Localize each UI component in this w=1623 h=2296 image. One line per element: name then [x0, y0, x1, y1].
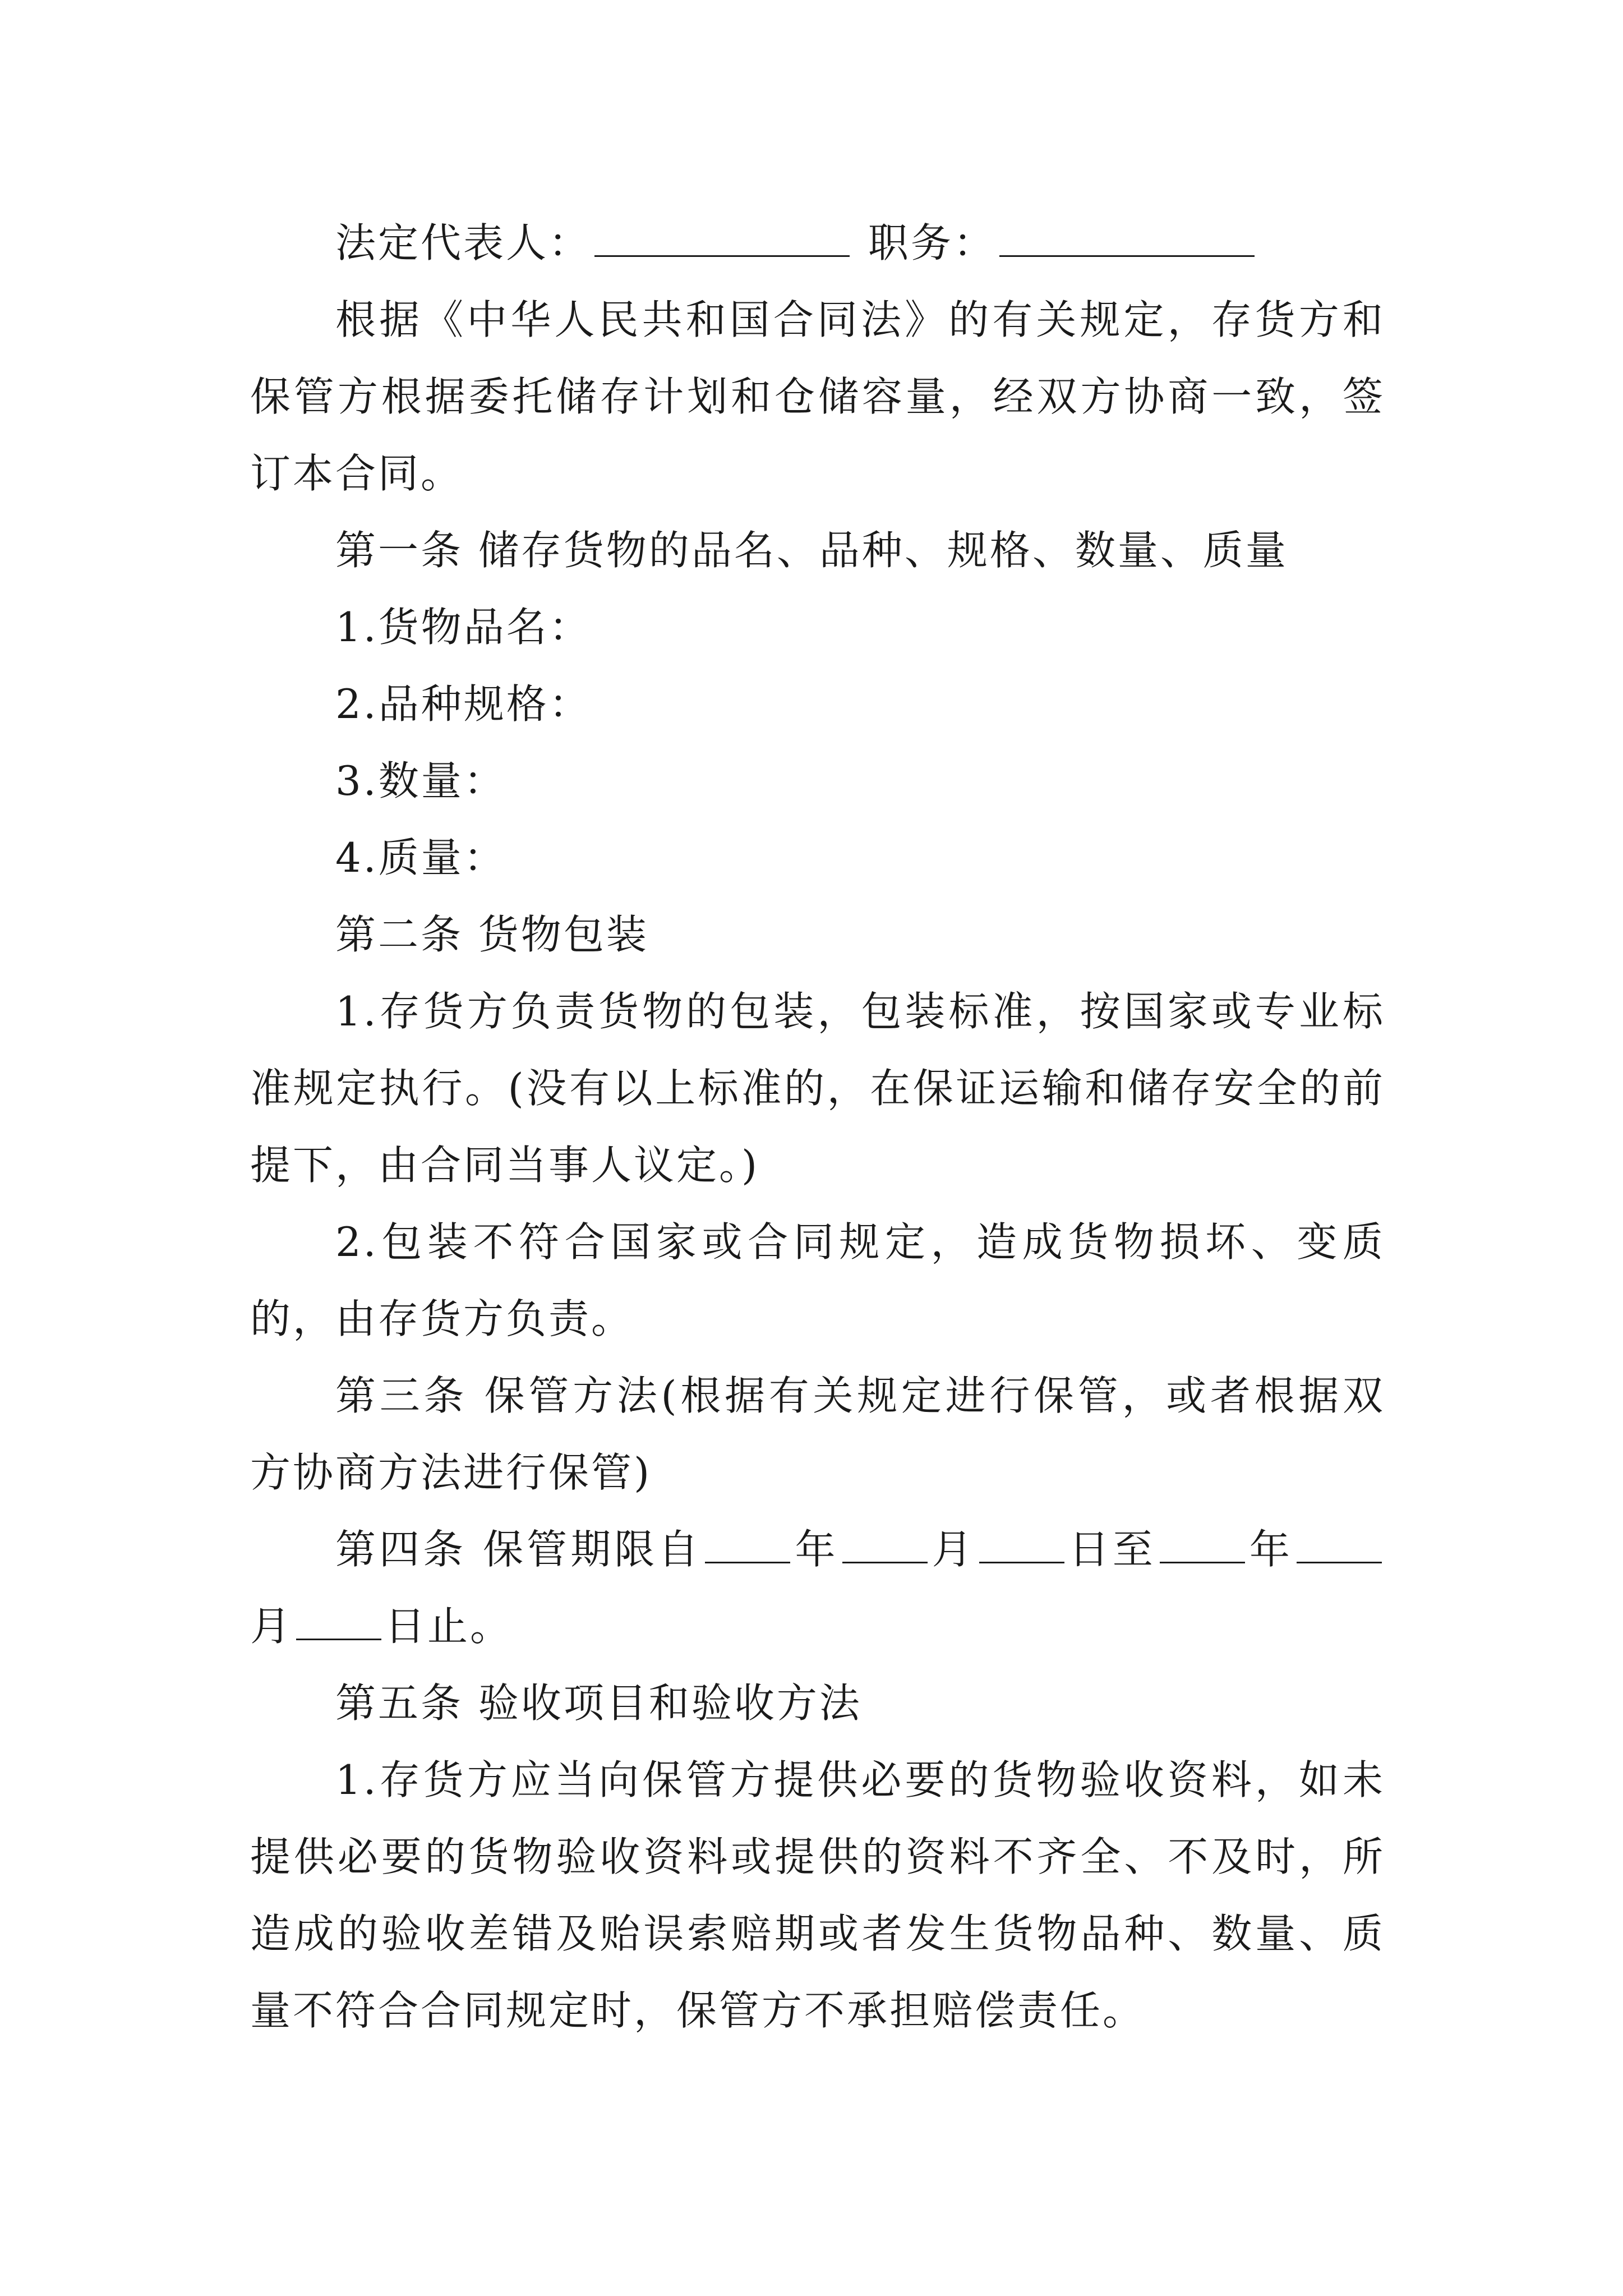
- article-1-title: 第一条 储存货物的品名、品种、规格、数量、质量: [335, 527, 1288, 574]
- end-year-blank: [1160, 1530, 1245, 1563]
- article-1-item-2: 2.品种规格：: [335, 680, 592, 728]
- position-blank: [999, 224, 1255, 257]
- start-year-label: 年: [794, 1526, 839, 1573]
- day-end-label: 日止。: [385, 1603, 513, 1650]
- article-1-item-4: 4.质量：: [335, 834, 506, 881]
- start-month-blank: [842, 1530, 928, 1563]
- rep-label: 法定代表人：: [335, 219, 592, 266]
- end-month-label: 月: [250, 1603, 293, 1650]
- rep-blank: [594, 224, 850, 257]
- article-4-prefix: 第四条 保管期限自: [335, 1526, 702, 1573]
- article-5-title: 第五条 验收项目和验收方法: [335, 1680, 862, 1727]
- article-4: [250, 1511, 1385, 1665]
- end-year-label: 年: [1248, 1526, 1293, 1573]
- article-3: 第三条 保管方法(根据有关规定进行保管，或者根据双方协商方法进行保管): [250, 1372, 1385, 1496]
- article-2-item-1: 1.存货方负责货物的包装，包装标准，按国家或专业标准规定执行。(没有以上标准的，在保证运输和储存安全的前提下，由合同当事人议定。): [250, 988, 1385, 1189]
- article-2-title: 第二条 货物包装: [335, 911, 649, 958]
- start-year-blank: [705, 1530, 790, 1563]
- representative-line: [250, 205, 1385, 282]
- article-1-item-3: 3.数量：: [335, 757, 506, 804]
- contract-body: [250, 205, 1385, 2049]
- position-label: 职务：: [868, 219, 996, 266]
- day-to-label: 日至: [1067, 1526, 1156, 1573]
- article-5-item-1: 1.存货方应当向保管方提供必要的货物验收资料，如未提供必要的货物验收资料或提供的资料不齐全、不及时，所造成的验收差错及贻误索赔期或者发生货物品种、数量、质量不符合合同规定时，保管方不承担赔偿责任。: [250, 1756, 1385, 2034]
- end-month-blank: [1297, 1530, 1382, 1563]
- start-month-label: 月: [930, 1526, 976, 1573]
- start-day-blank: [979, 1530, 1064, 1563]
- end-day-blank: [296, 1607, 381, 1640]
- intro-paragraph: 根据《中华人民共和国合同法》的有关规定，存货方和保管方根据委托储存计划和仓储容量，经双方协商一致，签订本合同。: [250, 296, 1385, 497]
- article-2-item-2: 2.包装不符合国家或合同规定，造成货物损坏、变质的，由存货方负责。: [250, 1218, 1385, 1342]
- article-1-item-1: 1.货物品名：: [335, 604, 592, 651]
